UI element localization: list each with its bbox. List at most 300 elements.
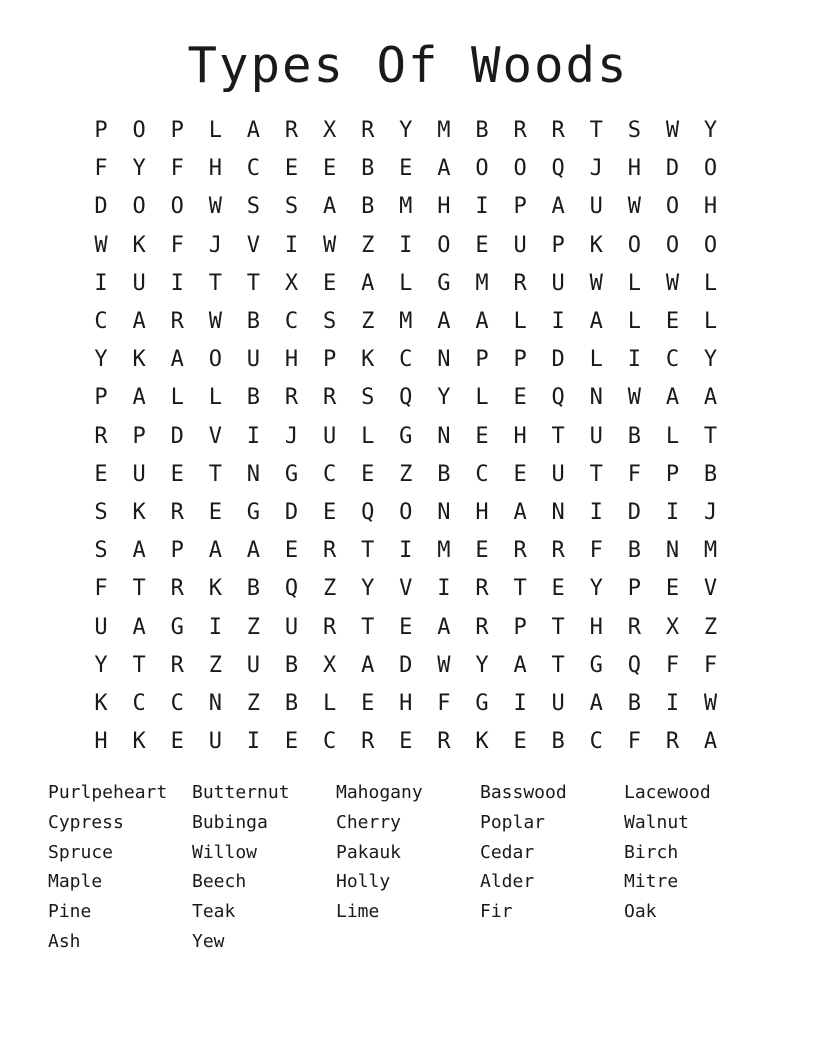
grid-letter: E xyxy=(170,729,184,755)
grid-letter: H xyxy=(94,729,108,755)
grid-letter: K xyxy=(132,347,146,373)
grid-letter: J xyxy=(208,232,222,258)
grid-letter: C xyxy=(475,461,489,487)
grid-letter: N xyxy=(589,385,603,411)
grid-letter: I xyxy=(589,499,603,525)
grid-letter: R xyxy=(322,385,337,411)
grid-letter: V xyxy=(246,232,261,258)
grid-row xyxy=(82,647,730,685)
grid-letter: U xyxy=(589,423,603,449)
grid-letter: O xyxy=(132,118,146,144)
grid-row xyxy=(82,341,730,379)
grid-letter: F xyxy=(665,652,680,678)
grid-letter: W xyxy=(627,194,641,220)
grid-letter: U xyxy=(284,614,299,640)
grid-letter: A xyxy=(437,156,451,182)
grid-letter: I xyxy=(208,614,222,640)
grid-letter: P xyxy=(170,118,184,144)
grid-letter: K xyxy=(589,232,603,258)
grid-letter: R xyxy=(513,270,527,296)
grid-letter: R xyxy=(513,538,527,564)
grid-letter: A xyxy=(437,614,451,640)
grid-letter: M xyxy=(703,538,718,564)
grid-letter: I xyxy=(551,309,565,335)
grid-letter: E xyxy=(475,538,489,564)
grid-letter: T xyxy=(551,614,565,640)
grid-letter: U xyxy=(589,194,603,220)
grid-letter: F xyxy=(627,729,641,755)
grid-letter: N xyxy=(665,538,680,564)
grid-letter: F xyxy=(627,461,641,487)
grid-letter: I xyxy=(627,347,641,373)
grid-letter: M xyxy=(399,194,413,220)
word-list-item: Willow xyxy=(192,841,258,863)
grid-letter: C xyxy=(284,309,299,335)
grid-letter: U xyxy=(132,461,146,487)
grid-row xyxy=(82,188,730,226)
word-list-item: Pakauk xyxy=(336,841,402,863)
grid-letter: B xyxy=(475,118,489,144)
grid-letter: Y xyxy=(132,156,146,182)
grid-letter: I xyxy=(665,690,680,716)
grid-letter: T xyxy=(703,423,718,449)
grid-letter: E xyxy=(322,270,337,296)
grid-letter: D xyxy=(170,423,184,449)
word-list-item: Lime xyxy=(336,901,380,923)
grid-letter: F xyxy=(170,156,184,182)
grid-letter: G xyxy=(475,690,489,716)
grid-letter: R xyxy=(475,614,489,640)
grid-letter: K xyxy=(94,690,108,716)
grid-letter: T xyxy=(361,538,375,564)
grid-letter: Y xyxy=(589,576,603,602)
grid-letter: T xyxy=(551,423,565,449)
grid-letter: T xyxy=(132,576,146,602)
word-list xyxy=(48,780,778,959)
grid-letter: W xyxy=(94,232,108,258)
grid-letter: I xyxy=(94,270,108,296)
grid-letter: L xyxy=(627,309,641,335)
grid-letter: T xyxy=(208,270,222,296)
grid-letter: N xyxy=(551,499,565,525)
grid-letter: R xyxy=(170,576,184,602)
grid-letter: L xyxy=(703,309,718,335)
word-list-item: Holly xyxy=(336,871,391,893)
grid-letter: F xyxy=(437,690,451,716)
grid-letter: Y xyxy=(399,118,413,144)
grid-letter: G xyxy=(284,461,299,487)
grid-letter: W xyxy=(322,232,337,258)
grid-letter: L xyxy=(703,270,718,296)
grid-letter: C xyxy=(246,156,261,182)
grid-letter: R xyxy=(322,614,337,640)
grid-letter: E xyxy=(399,614,413,640)
word-list-item: Purlpeheart xyxy=(48,782,168,803)
grid-letter: N xyxy=(437,423,451,449)
grid-letter: L xyxy=(513,309,527,335)
grid-letter: A xyxy=(513,499,527,525)
grid-letter: X xyxy=(322,652,337,678)
grid-letter: O xyxy=(627,232,641,258)
grid-letter: Z xyxy=(361,309,375,335)
grid-letter: A xyxy=(132,614,146,640)
grid-letter: C xyxy=(322,461,337,487)
grid-letter: D xyxy=(94,194,108,220)
grid-letter: E xyxy=(284,729,299,755)
grid-letter: S xyxy=(322,309,337,335)
grid-letter: A xyxy=(132,309,146,335)
grid-letter: Q xyxy=(361,499,375,525)
grid-letter: A xyxy=(132,538,146,564)
grid-letter: C xyxy=(589,729,603,755)
grid-row xyxy=(82,532,730,570)
grid-letter: R xyxy=(551,118,565,144)
grid-letter: C xyxy=(399,347,413,373)
grid-letter: W xyxy=(437,652,451,678)
grid-letter: R xyxy=(322,538,337,564)
grid-letter: A xyxy=(703,729,718,755)
word-list-item: Mitre xyxy=(624,871,679,893)
grid-letter: S xyxy=(627,118,641,144)
grid-letter: T xyxy=(589,461,603,487)
grid-letter: R xyxy=(475,576,489,602)
grid-letter: Y xyxy=(94,652,108,678)
grid-letter: K xyxy=(132,232,146,258)
grid-letter: Z xyxy=(361,232,375,258)
grid-letter: D xyxy=(627,499,641,525)
grid-letter: K xyxy=(132,499,146,525)
grid-letter: E xyxy=(475,423,489,449)
grid-letter: C xyxy=(132,690,146,716)
grid-letter: B xyxy=(361,156,375,182)
grid-letter: L xyxy=(399,270,413,296)
word-list-item: Ash xyxy=(48,930,81,952)
grid-letter: Y xyxy=(475,652,489,678)
grid-letter: L xyxy=(589,347,603,373)
grid-letter: A xyxy=(513,652,527,678)
grid-letter: E xyxy=(284,538,299,564)
grid-letter: O xyxy=(513,156,527,182)
grid-letter: T xyxy=(208,461,222,487)
grid-letter: S xyxy=(361,385,375,411)
grid-letter: R xyxy=(437,729,451,755)
grid-letter: L xyxy=(208,385,222,411)
grid-letter: Y xyxy=(703,118,718,144)
grid-letter: R xyxy=(551,538,565,564)
grid-letter: R xyxy=(513,118,527,144)
grid-letter: Z xyxy=(246,614,261,640)
grid-letter: I xyxy=(246,423,261,449)
grid-letter: P xyxy=(94,385,108,411)
grid-letter: R xyxy=(627,614,641,640)
grid-letter: Q xyxy=(399,385,413,411)
grid-letter: H xyxy=(208,156,222,182)
grid-letter: H xyxy=(627,156,641,182)
grid-row xyxy=(82,570,730,608)
grid-letter: B xyxy=(551,729,565,755)
word-list-item: Mahogany xyxy=(336,782,423,803)
grid-letter: A xyxy=(208,538,222,564)
grid-row xyxy=(82,227,730,265)
grid-letter: B xyxy=(627,423,641,449)
grid-letter: B xyxy=(361,194,375,220)
grid-letter: A xyxy=(551,194,565,220)
grid-letter: N xyxy=(437,499,451,525)
grid-letter: C xyxy=(665,347,680,373)
grid-letter: Z xyxy=(246,690,261,716)
grid-letter: Q xyxy=(284,576,299,602)
word-list-item: Maple xyxy=(48,871,103,893)
grid-letter: Q xyxy=(551,156,565,182)
grid-letter: H xyxy=(513,423,527,449)
grid-letter: E xyxy=(399,156,413,182)
grid-letter: E xyxy=(208,499,222,525)
grid-letter: F xyxy=(703,652,718,678)
grid-letter: X xyxy=(322,118,337,144)
grid-row xyxy=(82,494,730,532)
grid-letter: A xyxy=(703,385,718,411)
grid-letter: N xyxy=(208,690,222,716)
grid-letter: I xyxy=(513,690,527,716)
grid-letter: R xyxy=(665,729,680,755)
grid-letter: P xyxy=(132,423,146,449)
grid-letter: F xyxy=(170,232,184,258)
grid-letter: Z xyxy=(208,652,222,678)
grid-letter: W xyxy=(665,118,680,144)
grid-letter: R xyxy=(94,423,108,449)
grid-letter: A xyxy=(246,538,261,564)
grid-letter: F xyxy=(589,538,603,564)
grid-row xyxy=(82,685,730,723)
grid-letter: E xyxy=(94,461,108,487)
grid-letter: T xyxy=(246,270,261,296)
grid-letter: X xyxy=(665,614,680,640)
grid-letter: O xyxy=(703,232,718,258)
grid-letter: U xyxy=(322,423,337,449)
grid-letter: K xyxy=(132,729,146,755)
grid-row xyxy=(82,150,730,188)
grid-letter: P xyxy=(170,538,184,564)
grid-letter: L xyxy=(361,423,375,449)
grid-letter: U xyxy=(551,690,565,716)
grid-letter: E xyxy=(361,690,375,716)
grid-letter: M xyxy=(437,118,451,144)
grid-letter: T xyxy=(361,614,375,640)
grid-letter: D xyxy=(665,156,680,182)
grid-row xyxy=(82,112,730,150)
word-list-item: Beech xyxy=(192,871,247,893)
grid-letter: W xyxy=(703,690,718,716)
grid-letter: A xyxy=(170,347,184,373)
grid-row xyxy=(82,379,730,417)
grid-letter: H xyxy=(475,499,489,525)
grid-letter: Z xyxy=(322,576,337,602)
grid-letter: Y xyxy=(361,576,375,602)
grid-letter: R xyxy=(170,499,184,525)
grid-letter: U xyxy=(551,270,565,296)
word-list-item: Fir xyxy=(480,901,513,923)
grid-letter: I xyxy=(399,232,413,258)
grid-letter: P xyxy=(665,461,680,487)
grid-letter: A xyxy=(322,194,337,220)
grid-letter: S xyxy=(94,538,108,564)
grid-letter: S xyxy=(246,194,261,220)
grid-letter: R xyxy=(284,385,299,411)
grid-letter: A xyxy=(361,652,375,678)
grid-letter: R xyxy=(361,118,375,144)
word-list-item: Bubinga xyxy=(192,811,268,833)
grid-row xyxy=(82,723,730,761)
grid-letter: O xyxy=(170,194,184,220)
grid-letter: B xyxy=(627,690,641,716)
grid-letter: M xyxy=(399,309,413,335)
grid-letter: P xyxy=(627,576,641,602)
grid-letter: J xyxy=(284,423,299,449)
grid-letter: M xyxy=(475,270,489,296)
word-list-item: Cedar xyxy=(480,841,535,863)
word-list-item: Cherry xyxy=(336,811,402,833)
grid-letter: O xyxy=(665,194,680,220)
grid-letter: Z xyxy=(703,614,718,640)
grid-letter: N xyxy=(246,461,261,487)
grid-letter: W xyxy=(208,309,222,335)
grid-letter: I xyxy=(284,232,299,258)
grid-row xyxy=(82,608,730,646)
grid-letter: C xyxy=(322,729,337,755)
grid-letter: G xyxy=(589,652,603,678)
word-list-item: Poplar xyxy=(480,811,546,833)
grid-letter: C xyxy=(94,309,108,335)
grid-letter: U xyxy=(246,347,261,373)
grid-letter: A xyxy=(665,385,680,411)
grid-letter: E xyxy=(284,156,299,182)
grid-letter: T xyxy=(513,576,527,602)
grid-letter: H xyxy=(589,614,603,640)
grid-letter: P xyxy=(551,232,565,258)
grid-letter: A xyxy=(589,309,603,335)
grid-letter: W xyxy=(208,194,222,220)
grid-letter: V xyxy=(703,576,718,602)
grid-letter: E xyxy=(551,576,565,602)
grid-letter: E xyxy=(665,309,680,335)
grid-letter: A xyxy=(246,118,261,144)
grid-letter: E xyxy=(361,461,375,487)
grid-letter: D xyxy=(551,347,565,373)
grid-letter: B xyxy=(246,385,261,411)
grid-letter: I xyxy=(399,538,413,564)
grid-letter: I xyxy=(246,729,261,755)
grid-row xyxy=(82,303,730,341)
grid-letter: A xyxy=(437,309,451,335)
grid-letter: S xyxy=(94,499,108,525)
grid-letter: B xyxy=(284,652,299,678)
grid-letter: E xyxy=(513,729,527,755)
word-list-item: Spruce xyxy=(48,841,114,863)
grid-letter: V xyxy=(208,423,222,449)
grid-letter: I xyxy=(170,270,184,296)
grid-letter: V xyxy=(399,576,413,602)
grid-letter: K xyxy=(361,347,375,373)
grid-letter: U xyxy=(132,270,146,296)
grid-letter: H xyxy=(399,690,413,716)
grid-letter: T xyxy=(551,652,565,678)
grid-letter: P xyxy=(94,118,108,144)
grid-letter: E xyxy=(513,385,527,411)
grid-letter: Q xyxy=(551,385,565,411)
grid-letter: F xyxy=(94,576,108,602)
grid-letter: I xyxy=(475,194,489,220)
grid-letter: O xyxy=(208,347,222,373)
grid-letter: U xyxy=(513,232,527,258)
grid-letter: B xyxy=(437,461,451,487)
word-list-item: Teak xyxy=(192,901,236,923)
grid-letter: R xyxy=(170,309,184,335)
grid-letter: P xyxy=(475,347,489,373)
word-list-item: Birch xyxy=(624,841,679,863)
grid-letter: T xyxy=(132,652,146,678)
word-list-item: Pine xyxy=(48,901,92,923)
word-list-item: Yew xyxy=(192,930,225,952)
grid-letter: S xyxy=(284,194,299,220)
grid-letter: O xyxy=(703,156,718,182)
grid-letter: M xyxy=(437,538,451,564)
grid-letter: A xyxy=(132,385,146,411)
word-list-item: Cypress xyxy=(48,811,124,833)
grid-letter: A xyxy=(475,309,489,335)
grid-letter: P xyxy=(513,347,527,373)
grid-letter: B xyxy=(246,576,261,602)
grid-letter: A xyxy=(589,690,603,716)
grid-letter: H xyxy=(437,194,451,220)
grid-letter: P xyxy=(513,614,527,640)
grid-letter: Q xyxy=(627,652,641,678)
grid-letter: U xyxy=(208,729,222,755)
grid-row xyxy=(82,418,730,456)
grid-row xyxy=(82,265,730,303)
grid-letter: O xyxy=(132,194,146,220)
grid-row xyxy=(82,456,730,494)
grid-letter: K xyxy=(475,729,489,755)
grid-letter: B xyxy=(627,538,641,564)
grid-letter: N xyxy=(437,347,451,373)
grid-letter: O xyxy=(437,232,451,258)
grid-letter: K xyxy=(208,576,222,602)
grid-letter: A xyxy=(361,270,375,296)
grid-letter: B xyxy=(284,690,299,716)
grid-letter: E xyxy=(475,232,489,258)
grid-letter: G xyxy=(399,423,413,449)
grid-letter: P xyxy=(513,194,527,220)
grid-letter: H xyxy=(703,194,718,220)
grid-letter: E xyxy=(665,576,680,602)
word-list-item: Oak xyxy=(624,901,657,923)
grid-letter: Z xyxy=(399,461,413,487)
grid-letter: G xyxy=(170,614,184,640)
grid-letter: G xyxy=(437,270,451,296)
grid-letter: R xyxy=(284,118,299,144)
grid-letter: W xyxy=(627,385,641,411)
grid-letter: L xyxy=(322,690,337,716)
letter-grid xyxy=(82,112,730,762)
grid-letter: I xyxy=(437,576,451,602)
grid-letter: I xyxy=(665,499,680,525)
grid-letter: O xyxy=(475,156,489,182)
grid-letter: X xyxy=(284,270,299,296)
grid-letter: W xyxy=(665,270,680,296)
grid-letter: L xyxy=(208,118,222,144)
word-list-item: Walnut xyxy=(624,811,690,833)
grid-letter: W xyxy=(589,270,603,296)
